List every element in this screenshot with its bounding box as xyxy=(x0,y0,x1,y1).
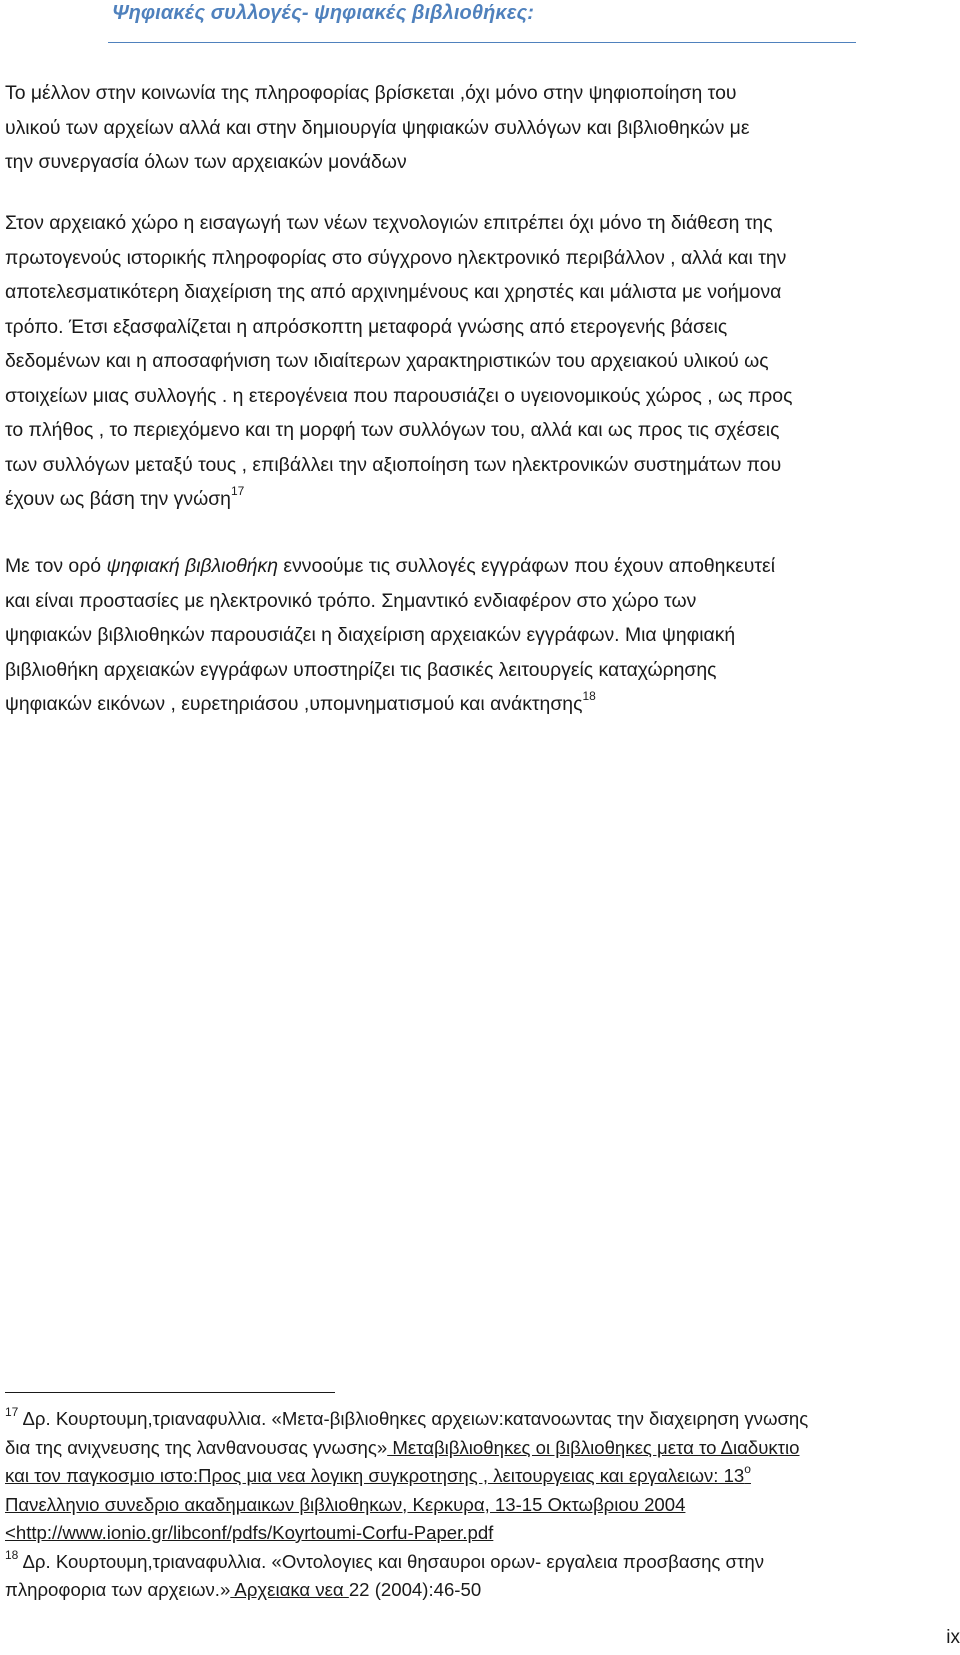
footnote-title-link[interactable]: Αρχειακα νεα xyxy=(230,1579,349,1600)
footnote-17-line[interactable] xyxy=(5,1462,953,1491)
text-line: Στον αρχειακό χώρο η εισαγωγή των νέων τεχνολογιών επιτρέπει όχι μόνο τη διάθεση της xyxy=(5,212,773,234)
text-line-rest: εννοούμε τις συλλογές εγγράφων που έχουν αποθηκευτεί xyxy=(278,555,776,577)
footnote-text: δια της ανιχνευσης της λανθανουσας γνωσης» xyxy=(5,1436,388,1458)
text-line: των συλλόγων μεταξύ τους , επιβάλλει την αξιοποίηση των ηλεκτρονικών συστημάτων που xyxy=(5,453,782,476)
text-line: υλικού των αρχείων αλλά και στην δημιουργία ψηφιακών συλλόγων και βιβλιοθηκών με xyxy=(5,116,750,139)
footnote-ref-18[interactable]: 18 xyxy=(582,689,596,703)
footnote-text: Δρ. Κουρτουμη,τριαναφυλλια. «Οντολογιες και θησαυροι ορων- εργαλεια προσβασης στην xyxy=(18,1550,764,1572)
footnote-text: πληροφορια των αρχειων.» xyxy=(5,1579,231,1600)
text-line: πρωτογενούς ιστορικής πληροφορίας στο σύγχρονο ηλεκτρονικό περιβάλλον , αλλά και την xyxy=(5,246,787,269)
text-line: στοιχείων μιας συλλογής . η ετερογένεια που παρουσιάζει ο υγειονομικούς χώρος , ως προς xyxy=(5,384,793,407)
ordinal-superscript: ο xyxy=(744,1462,751,1476)
footnotes xyxy=(5,1405,953,1605)
text-line-content: έχουν ως βάση την γνώση xyxy=(5,488,231,510)
footnote-number: 18 xyxy=(5,1547,19,1562)
footnote-text: 22 (2004):46-50 xyxy=(348,1579,482,1600)
footnote-number: 17 xyxy=(5,1405,19,1419)
footnote-separator xyxy=(5,1392,335,1393)
paragraph-digital-library xyxy=(5,549,953,722)
footnote-17-line xyxy=(5,1405,953,1434)
paragraph-archive-technologies xyxy=(5,206,953,517)
text-line xyxy=(5,482,953,517)
footnote-title-link[interactable]: Μεταβιβλιοθηκες οι βιβλιοθηκες μετα το Διαδυκτιο xyxy=(387,1436,800,1458)
text-line: το πλήθος , το περιεχόμενο και τη μορφή των συλλόγων του, αλλά και ως προς τις σχέσεις xyxy=(5,419,780,441)
text-line: και είναι προστασίες με ηλεκτρονικό τρόπο. Σημαντικό ενδιαφέρον στο χώρο των xyxy=(5,589,697,612)
footnote-text: Δρ. Κουρτουμη,τριαναφυλλια. «Μετα-βιβλιοθηκες αρχειων:κατανοωντας την διαχειρηση γνωσης xyxy=(18,1408,809,1429)
text-line: βιβλιοθήκη αρχειακών εγγράφων υποστηρίζει τις βασικές λειτουργείς καταχώρησης xyxy=(5,658,717,681)
text-line xyxy=(5,549,953,584)
italic-term: ψηφιακή βιβλιοθήκη xyxy=(106,555,279,577)
footnote-18-line xyxy=(5,1548,953,1577)
text-line: Το μέλλον στην κοινωνία της πληροφορίας βρίσκεται ,όχι μόνο στην ψηφιοποίηση του xyxy=(5,82,737,104)
text-line: αποτελεσματικότερη διαχείριση της από αρχινημένους και χρηστές και μάλιστα με νοήμονα xyxy=(5,281,782,303)
text-line: την συνεργασία όλων των αρχειακών μονάδων xyxy=(5,151,407,173)
text-line-start: Με τον ορό xyxy=(5,555,107,577)
section-heading: Ψηφιακές συλλογές- ψηφιακές βιβλιοθήκες: xyxy=(112,2,535,24)
text-line: τρόπο. Έτσι εξασφαλίζεται η απρόσκοπτη μεταφορά γνώσης από ετερογενής βάσεις xyxy=(5,315,728,338)
footnote-18-line xyxy=(5,1576,953,1605)
footnote-title-link[interactable]: και τον παγκοσμιο ιστο:Προς μια νεα λογικη συγκροτησης , λειτουργειας και εργαλειων: 13 xyxy=(5,1465,745,1486)
text-line-content: ψηφιακών εικόνων , ευρετηριάσου ,υπομνηματισμού και ανάκτησης xyxy=(5,693,583,715)
footnote-title-link[interactable]: Πανελληνιο συνεδριο ακαδημαικων βιβλιοθηκων, Κερκυρα, 13-15 Οκτωβριου 2004 xyxy=(5,1493,686,1515)
text-line: δεδομένων και η αποσαφήνιση των ιδιαίτερων χαρακτηριστικών του αρχειακού υλικού ως xyxy=(5,350,769,372)
text-line: ψηφιακών βιβλιοθηκών παρουσιάζει η διαχείριση αρχειακών εγγράφων. Μια ψηφιακή xyxy=(5,624,736,646)
page-number: ix xyxy=(946,1627,960,1648)
text-line xyxy=(5,687,953,722)
paragraph-future-information-society xyxy=(5,76,953,180)
footnote-url-link[interactable]: <http://www.ionio.gr/libconf/pdfs/Koyrtoumi-Corfu-Paper.pdf xyxy=(5,1522,494,1543)
heading-underline xyxy=(108,42,856,43)
footnote-ref-17[interactable]: 17 xyxy=(230,484,245,498)
footnote-17-line xyxy=(5,1434,953,1463)
